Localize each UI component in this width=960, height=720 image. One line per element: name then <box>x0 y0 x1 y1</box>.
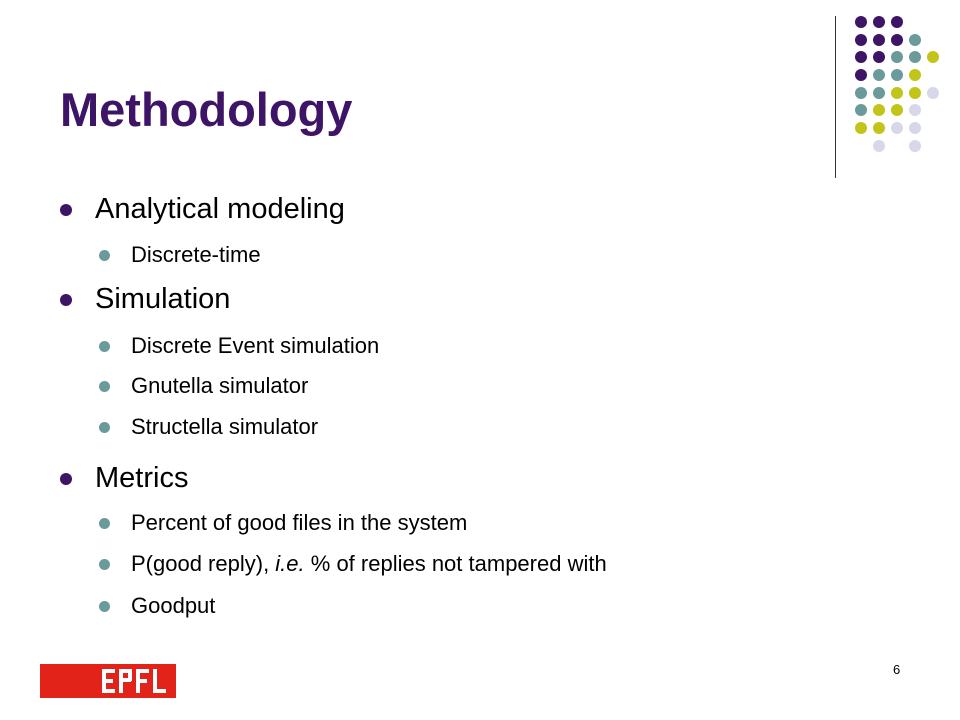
bullet-level1 <box>60 204 72 216</box>
sub-bullet-p-good-reply <box>131 551 607 577</box>
bullet-level2 <box>99 518 110 529</box>
p-good-reply-suffix: % of replies not tampered with <box>304 551 607 576</box>
bullet-simulation: Simulation <box>95 283 231 315</box>
sub-bullet-discrete-event-simulation: Discrete Event simulation <box>131 333 380 358</box>
bullet-level2 <box>99 559 110 570</box>
sub-bullet-structella-simulator: Structella simulator <box>131 414 319 439</box>
bullet-analytical-modeling: Analytical modeling <box>95 193 345 225</box>
bullet-metrics: Metrics <box>95 462 189 494</box>
dot-group-yellow <box>855 51 939 134</box>
bullet-level2 <box>99 341 110 352</box>
sub-bullet-percent-good-files: Percent of good files in the system <box>131 510 468 535</box>
sub-bullet-goodput: Goodput <box>131 593 216 618</box>
bullet-level1 <box>60 294 72 306</box>
sub-bullet-gnutella-simulator: Gnutella simulator <box>131 373 309 398</box>
sub-bullet-discrete-time: Discrete-time <box>131 242 261 267</box>
slide-title: Methodology <box>60 83 353 136</box>
p-good-reply-italic: i.e. <box>275 551 305 576</box>
bullet-level2 <box>99 422 110 433</box>
epfl-logo <box>40 664 176 698</box>
bullet-level2 <box>99 601 110 612</box>
page-number: 6 <box>893 662 901 677</box>
bullet-level2 <box>99 250 110 261</box>
decorative-dot-grid <box>0 0 960 200</box>
bullet-level1 <box>60 473 72 485</box>
p-good-reply-prefix: P(good reply), <box>131 551 276 576</box>
bullet-level2 <box>99 381 110 392</box>
